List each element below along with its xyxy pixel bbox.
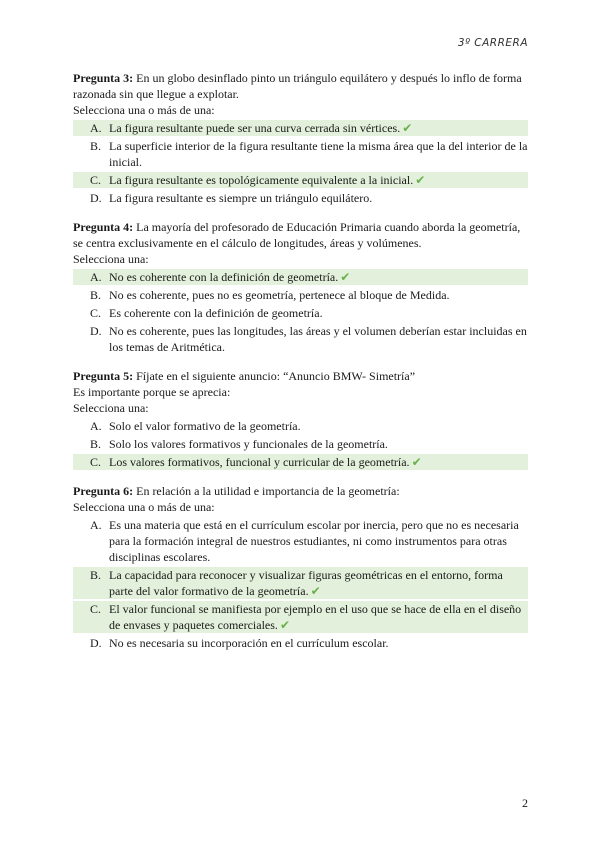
answer-option[interactable]	[73, 517, 528, 565]
option-text: Solo el valor formativo de la geometría.	[109, 419, 301, 433]
option-text: No es coherente con la definición de geometría.	[109, 270, 339, 284]
check-icon: ✔	[402, 121, 413, 135]
question-instruction: Selecciona una o más de una:	[73, 103, 215, 117]
option-text: No es coherente, pues las longitudes, las áreas y el volumen deberían estar incluidas en los temas de Aritmética.	[109, 324, 527, 354]
check-icon: ✔	[411, 455, 422, 469]
option-text: La figura resultante es topológicamente equivalente a la inicial.	[109, 173, 414, 187]
page-number: 2	[522, 796, 528, 810]
question-label: Pregunta 4:	[73, 220, 134, 234]
answer-option[interactable]	[73, 436, 528, 452]
answer-option[interactable]	[73, 454, 528, 470]
question-extra: Es importante porque se aprecia:	[73, 385, 231, 399]
option-text: La superficie interior de la figura resultante tiene la misma área que la del interior de la inicial.	[109, 139, 528, 169]
option-letter: B.	[90, 288, 102, 302]
question-text: En relación a la utilidad e importancia de la geometría:	[136, 484, 400, 498]
option-text: El valor funcional se manifiesta por ejemplo en el uso que se hace de ella en el diseño de envases y paquetes comerciales.	[109, 602, 522, 632]
option-letter: A.	[90, 121, 102, 135]
answer-option[interactable]	[73, 601, 528, 633]
quiz-content	[73, 70, 528, 664]
option-text: La figura resultante es siempre un triángulo equilátero.	[109, 191, 373, 205]
answer-option[interactable]	[73, 269, 528, 285]
option-letter: C.	[90, 455, 102, 469]
option-text: La capacidad para reconocer y visualizar figuras geométricas en el entorno, forma parte del valor formativo de la geometría.	[109, 568, 503, 598]
option-letter: D.	[90, 191, 102, 205]
option-letter: A.	[90, 518, 102, 532]
answer-option[interactable]	[73, 138, 528, 170]
question-text: En un globo desinflado pinto un triángulo equilátero y después lo inflo de forma razonada sin que llegue a explotar.	[73, 71, 522, 101]
option-letter: A.	[90, 270, 102, 284]
answer-option[interactable]	[73, 287, 528, 303]
question-text: La mayoría del profesorado de Educación Primaria cuando aborda la geometría, se centra exclusivamente en el cálculo de longitudes, áreas y volúmenes.	[73, 220, 521, 250]
answer-option[interactable]	[73, 172, 528, 188]
option-list	[73, 269, 528, 355]
option-letter: C.	[90, 306, 102, 320]
question	[73, 483, 528, 651]
question-label: Pregunta 3:	[73, 71, 134, 85]
option-text: Es una materia que está en el currículum escolar por inercia, pero que no es necesaria para la formación integral de nuestros estudiantes, ni como instrumentos para otras disciplinas escolares.	[109, 518, 519, 564]
question	[73, 368, 528, 470]
question	[73, 219, 528, 355]
option-text: La figura resultante puede ser una curva cerrada sin vértices.	[109, 121, 401, 135]
option-letter: B.	[90, 139, 102, 153]
option-list	[73, 418, 528, 470]
answer-option[interactable]	[73, 418, 528, 434]
question-label: Pregunta 5:	[73, 369, 134, 383]
answer-option[interactable]	[73, 120, 528, 136]
option-list	[73, 120, 528, 206]
option-text: Los valores formativos, funcional y curricular de la geometría.	[109, 455, 410, 469]
check-icon: ✔	[340, 270, 351, 284]
answer-option[interactable]	[73, 635, 528, 651]
option-letter: C.	[90, 173, 102, 187]
option-letter: A.	[90, 419, 102, 433]
option-letter: B.	[90, 437, 102, 451]
question-text: Fíjate en el siguiente anuncio: “Anuncio BMW- Simetría”	[136, 369, 416, 383]
option-text: No es necesaria su incorporación en el currículum escolar.	[109, 636, 389, 650]
answer-option[interactable]	[73, 323, 528, 355]
option-letter: C.	[90, 602, 102, 616]
answer-option[interactable]	[73, 190, 528, 206]
option-text: Es coherente con la definición de geometría.	[109, 306, 323, 320]
option-text: Solo los valores formativos y funcionales de la geometría.	[109, 437, 388, 451]
question-label: Pregunta 6:	[73, 484, 134, 498]
option-letter: D.	[90, 324, 102, 338]
question-instruction: Selecciona una:	[73, 401, 149, 415]
option-list	[73, 517, 528, 651]
option-letter: D.	[90, 636, 102, 650]
answer-option[interactable]	[73, 305, 528, 321]
page-header: 3º CARRERA	[457, 37, 528, 49]
question-instruction: Selecciona una o más de una:	[73, 500, 215, 514]
option-letter: B.	[90, 568, 102, 582]
option-text: No es coherente, pues no es geometría, pertenece al bloque de Medida.	[109, 288, 450, 302]
check-icon: ✔	[279, 618, 290, 632]
question-instruction: Selecciona una:	[73, 252, 149, 266]
check-icon: ✔	[415, 173, 426, 187]
question	[73, 70, 528, 206]
check-icon: ✔	[310, 584, 321, 598]
answer-option[interactable]	[73, 567, 528, 599]
